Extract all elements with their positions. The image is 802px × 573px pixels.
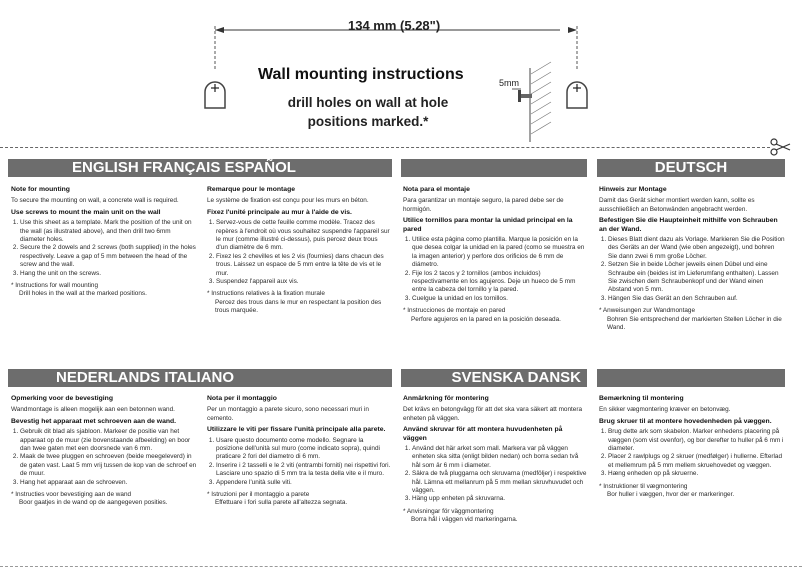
footnote-detail: Bor huller i væggen, hvor der er markeringer. <box>607 491 735 499</box>
column-intro: Det krävs en betongvägg för att det ska vara säkert att montera enheten på väggen. <box>403 406 583 422</box>
bottom-cut-line <box>0 566 802 567</box>
footnote-detail: Bohren Sie entsprechend der markierten Stellen Löcher in die Wand. <box>607 315 782 332</box>
page-title: Wall mounting instructions <box>258 66 464 83</box>
footnote: * Anvisningar för väggmontering <box>403 507 494 515</box>
footnote: * Instructions relatives à la fixation murale <box>207 290 325 298</box>
step-item: 1. Gebruik dit blad als sjabloon. Markeer de positie van het apparaat op de muur (zie bovenstaande afbeelding) en boor dan twee gaten met een doorsnede van 6 mm. <box>20 428 197 453</box>
step-item: 2. Fije los 2 tacos y 2 tornillos (ambos incluidos) respectivamente en los agujeros. Deje un hueco de 5 mm entre la cabeza del tornillo y la pared. <box>412 270 587 295</box>
footnote-detail: Percez des trous dans le mur en respectant la position des trous marquée. <box>215 298 382 315</box>
cut-line <box>0 147 770 148</box>
step-item: 3. Hang het apparaat aan de schroeven. <box>20 479 197 487</box>
footnote-detail: Effettuare i fori sulla parete all'altezza segnata. <box>215 499 348 507</box>
step-item: 2. Fixez les 2 chevilles et les 2 vis (fournies) dans chacun des trous. Laissez un espace de 5 mm entre la tête de vis et le mur. <box>216 253 391 278</box>
column-bold-heading: Befestigen Sie die Haupteinheit mithilfe von Schrauben an der Wand. <box>599 217 778 233</box>
step-item: 1. Utilice esta página como plantilla. Marque la posición en la que desea colgar la unidad en la pared (como se muestra en la imagen anterior) y perfore dos orificios de 6 mm de diámetro. <box>412 236 587 270</box>
step-item: 1. Dieses Blatt dient dazu als Vorlage. Markieren Sie die Position des Geräts an der Wand (wie oben angezeigt), und bohren Sie dann zwei 6 mm große Löcher. <box>608 236 785 261</box>
column-french <box>207 186 391 316</box>
column-heading: Nota para el montaje <box>403 186 470 193</box>
step-item: 1. Servez-vous de cette feuille comme modèle. Tracez des repères à l'endroit où vous souhaitez suspendre l'appareil sur le mur (comme illustré ci-dessus), puis percez deux trous d'un diamètre de 6 mm. <box>216 219 391 253</box>
footnote: * Instruktioner til vægmontering <box>599 482 688 490</box>
step-item: 3. Cuelgue la unidad en los tornillos. <box>412 295 587 303</box>
column-german <box>599 186 785 333</box>
column-intro: En sikker vægmontering kræver en betonvæg. <box>599 406 731 414</box>
column-italian <box>207 395 391 508</box>
step-item: 3. Appendere l'unità sulle viti. <box>216 479 391 487</box>
step-item: 1. Använd det här arket som mall. Markera var på väggen enheten ska sitta (enligt bilden nedan) och borra sedan två hål som är 6 mm i diameter. <box>412 445 587 470</box>
column-bold-heading: Utilice tornillos para montar la unidad principal en la pared <box>403 217 573 233</box>
keyhole-icon <box>567 82 587 108</box>
column-heading: Opmerking voor de bevestiging <box>11 395 113 402</box>
step-item: 1. Brug dette ark som skabelon. Marker enhedens placering på væggen (som vist ovenfor), og bor derefter to huller på 6 mm i diameter. <box>608 428 785 453</box>
column-intro: Le système de fixation est conçu pour les murs en béton. <box>207 197 369 205</box>
column-bold-heading: Utilizzare le viti per fissare l'unità principale alla parete. <box>207 426 386 434</box>
step-item: 1. Use this sheet as a template. Mark the position of the unit on the wall (as illustrated above), and then drill two 6mm diameter holes. <box>20 219 197 244</box>
footnote: * Instrucciones de montaje en pared <box>403 307 506 315</box>
column-heading: Note for mounting <box>11 186 70 193</box>
step-item: 2. Placer 2 rawlplugs og 2 skruer (medfølger) i hullerne. Efterlad et mellemrum på 5 mm mellem skruehovedet og væggen. <box>608 453 785 470</box>
footnote: * Instructies voor bevestiging aan de wand <box>11 491 132 499</box>
column-bold-heading: Fixez l'unité principale au mur à l'aide de vis. <box>207 208 352 216</box>
step-item: 2. Setzen Sie in beide Löcher jeweils einen Dübel und eine Schraube ein (beides ist im Lieferumfang enthalten). Lassen Sie zwischen dem Schraubenkopf und der Wand einen Abstand von 5 mm. <box>608 261 785 295</box>
column-heading: Anmärkning för montering <box>403 395 489 402</box>
keyhole-icon <box>205 82 225 108</box>
column-bold-heading: Brug skruer til at montere hovedenheden på væggen. <box>599 417 772 425</box>
step-item: 2. Secure the 2 dowels and 2 screws (both supplied) in the holes respectively. Leave a gap of 5 mm between the head of the screw and the wall. <box>20 244 197 269</box>
step-item: 3. Suspendez l'appareil aux vis. <box>216 278 391 286</box>
footnote: * Instructions for wall mounting <box>11 282 99 290</box>
column-heading: Remarque pour le montage <box>207 186 295 193</box>
column-intro: Wandmontage is alleen mogelijk aan een betonnen wand. <box>11 406 175 414</box>
step-item: 2. Maak de twee pluggen en schroeven (beide meegeleverd) in de gaten vast. Laat 5 mm vrij tussen de kop van de schroef en de muur. <box>20 453 197 478</box>
column-swedish <box>403 395 587 525</box>
step-item: 1. Usare questo documento come modello. Segnare la posizione dell'unità sul muro (come indicato sopra), quindi praticare 2 fori del diametro di 6 mm. <box>216 437 391 462</box>
step-item: 2. Säkra de två pluggarna och skruvarna (medföljer) i respektive hål. Lämna ett mellanrum på 5 mm mellan skruvhuvudet och väggen. <box>412 470 587 495</box>
column-intro: To secure the mounting on wall, a concrete wall is required. <box>11 197 179 205</box>
footnote-detail: Perfore agujeros en la pared en la posición deseada. <box>411 315 561 323</box>
footnote: * Anweisungen zur Wandmontage <box>599 307 696 315</box>
column-heading: Bemærkning til montering <box>599 395 684 402</box>
screw-icon <box>512 62 552 142</box>
section-header-sv-da: SVENSKA DANSK <box>401 369 587 387</box>
step-item: 3. Hang the unit on the screws. <box>20 270 197 278</box>
section-header-nl-it: NEDERLANDS ITALIANO <box>8 369 392 387</box>
step-item: 3. Hängen Sie das Gerät an den Schrauben auf. <box>608 295 785 303</box>
column-heading: Hinweis zur Montage <box>599 186 667 193</box>
page-subtitle: drill holes on wall at hole positions marked.* <box>287 95 449 129</box>
section-header-de: DEUTSCH <box>597 159 785 177</box>
column-danish <box>599 395 785 499</box>
step-item: 3. Häng upp enheten på skruvarna. <box>412 495 587 503</box>
section-header-en-fr-es: ENGLISH FRANÇAIS ESPAÑOL <box>8 159 392 177</box>
column-intro: Damit das Gerät sicher montiert werden kann, sollte es ausschließlich an Betonwänden angebracht werden. <box>599 197 755 213</box>
footnote-detail: Drill holes in the wall at the marked positions. <box>19 290 147 298</box>
column-intro: Para garantizar un montaje seguro, la pared debe ser de hormigón. <box>403 197 564 213</box>
column-bold-heading: Använd skruvar för att montera huvudenheten på väggen <box>403 426 563 442</box>
step-item: 3. Hæng enheden op på skruerne. <box>608 470 785 478</box>
column-english <box>11 186 197 299</box>
scissors-icon <box>770 138 792 156</box>
step-item: 2. Inserire i 2 tasselli e le 2 viti (entrambi forniti) nei rispettivi fori. Lasciare uno spazio di 5 mm tra la testa della vite e il muro. <box>216 462 391 479</box>
screw-gap-label: 5mm <box>499 78 519 88</box>
section-header-extension <box>401 159 587 177</box>
section-header-extension <box>597 369 785 387</box>
dimension-label: 134 mm (5.28") <box>348 18 441 33</box>
column-bold-heading: Use screws to mount the main unit on the wall <box>11 208 161 216</box>
footnote-detail: Boor gaatjes in de wand op de aangegeven posities. <box>19 499 168 507</box>
footnote-detail: Borra hål i väggen vid markeringarna. <box>411 516 518 524</box>
column-intro: Per un montaggio a parete sicuro, sono necessari muri in cemento. <box>207 406 369 422</box>
column-bold-heading: Bevestig het apparaat met schroeven aan de wand. <box>11 417 177 425</box>
column-heading: Nota per il montaggio <box>207 395 277 402</box>
footnote: * Istruzioni per il montaggio a parete <box>207 491 310 499</box>
column-spanish <box>403 186 587 324</box>
column-dutch <box>11 395 197 508</box>
